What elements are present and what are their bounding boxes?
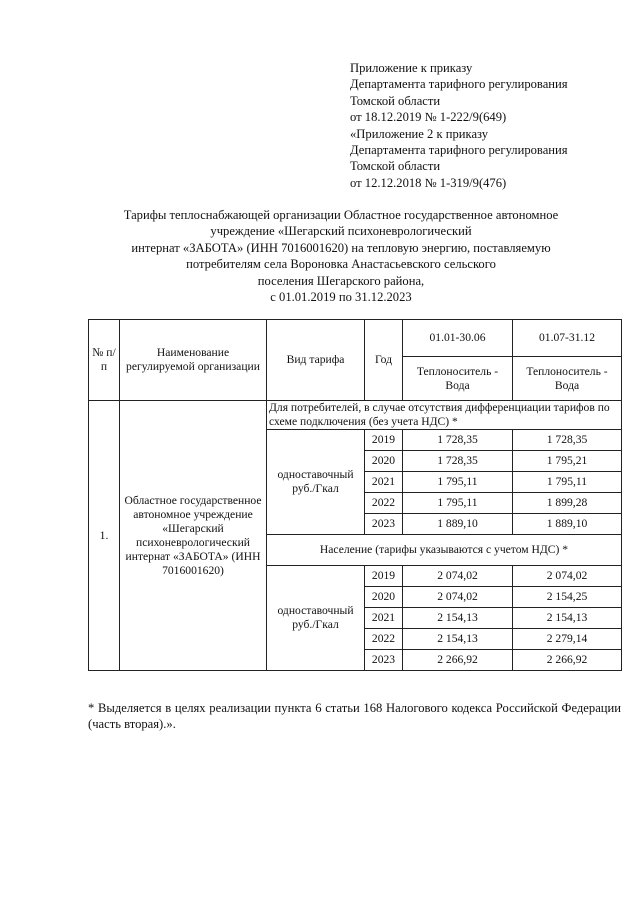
value-cell: 2 154,13 — [403, 608, 513, 629]
value-cell: 1 728,35 — [403, 430, 513, 451]
value-cell: 1 795,11 — [513, 472, 622, 493]
header-organization: Наименование регулируемой организации — [120, 320, 267, 401]
header-period-1: 01.01-30.06 — [403, 320, 513, 357]
value-cell: 2 279,14 — [513, 629, 622, 650]
value-cell: 1 889,10 — [403, 514, 513, 535]
year-cell: 2020 — [365, 587, 403, 608]
value-cell: 1 795,11 — [403, 472, 513, 493]
row-number: 1. — [89, 401, 120, 671]
year-cell: 2021 — [365, 472, 403, 493]
value-cell: 2 074,02 — [403, 587, 513, 608]
appendix-line: от 12.12.2018 № 1-319/9(476) — [350, 175, 507, 190]
appendix-line: Томской области — [350, 93, 441, 108]
value-cell: 2 074,02 — [513, 566, 622, 587]
appendix-line: Департамента тарифного регулирования — [350, 77, 568, 92]
title-line: потребителям села Вороновка Анастасьевского сельского — [186, 257, 496, 272]
tariff-type-cell: одноставочный руб./Гкал — [267, 566, 365, 671]
title-line: с 01.01.2019 по 31.12.2023 — [270, 290, 412, 305]
title-line: Тарифы теплоснабжающей организации Областное государственное автономное — [123, 208, 559, 222]
section-caption: Для потребителей, в случае отсутствия дифференциации тарифов по схеме подключения (без учета НДС) * — [267, 401, 622, 430]
header-carrier-1: Теплоноситель - Вода — [403, 357, 513, 401]
footnote: * Выделяется в целях реализации пункта 6 статьи 168 Налогового кодекса Российской Федерации (часть вторая).». — [88, 701, 621, 732]
year-cell: 2019 — [365, 566, 403, 587]
tariff-type-cell: одноставочный руб./Гкал — [267, 430, 365, 535]
header-year: Год — [365, 320, 403, 401]
year-cell: 2022 — [365, 493, 403, 514]
header-period-2: 01.07-31.12 — [513, 320, 622, 357]
value-cell: 1 728,35 — [403, 451, 513, 472]
tariff-table — [88, 319, 622, 671]
header-tariff-type: Вид тарифа — [267, 320, 365, 401]
title-line: поселения Шегарского района, — [257, 273, 425, 288]
value-cell: 2 154,25 — [513, 587, 622, 608]
title-line: интернат «ЗАБОТА» (ИНН 7016001620) на тепловую энергию, поставляемую — [131, 240, 551, 255]
header-carrier-2: Теплоноситель - Вода — [513, 357, 622, 401]
value-cell: 2 154,13 — [403, 629, 513, 650]
header-row — [89, 320, 622, 357]
appendix-line: Приложение к приказу — [350, 61, 473, 75]
year-cell: 2019 — [365, 430, 403, 451]
value-cell: 2 074,02 — [403, 566, 513, 587]
organization-name: Областное государственное автономное учреждение «Шегарский психоневрологический интернат «ЗАБОТА» (ИНН 7016001620) — [120, 401, 267, 671]
appendix-line: Департамента тарифного регулирования — [350, 143, 568, 158]
year-cell: 2023 — [365, 514, 403, 535]
value-cell: 1 728,35 — [513, 430, 622, 451]
value-cell: 1 795,11 — [403, 493, 513, 514]
value-cell: 1 899,28 — [513, 493, 622, 514]
document-title — [60, 207, 622, 305]
section-caption-row — [89, 401, 622, 430]
header-num: № п/п — [89, 320, 120, 401]
year-cell: 2023 — [365, 650, 403, 671]
appendix-line: Томской области — [350, 159, 441, 174]
value-cell: 2 154,13 — [513, 608, 622, 629]
section-caption: Население (тарифы указываются с учетом НДС) * — [267, 535, 622, 566]
value-cell: 2 266,92 — [513, 650, 622, 671]
title-line: учреждение «Шегарский психоневрологический — [210, 224, 472, 239]
value-cell: 1 795,21 — [513, 451, 622, 472]
appendix-header — [350, 60, 568, 191]
value-cell: 2 266,92 — [403, 650, 513, 671]
year-cell: 2020 — [365, 451, 403, 472]
year-cell: 2022 — [365, 629, 403, 650]
appendix-line: «Приложение 2 к приказу — [350, 126, 489, 141]
value-cell: 1 889,10 — [513, 514, 622, 535]
appendix-line: от 18.12.2019 № 1-222/9(649) — [350, 110, 507, 125]
year-cell: 2021 — [365, 608, 403, 629]
